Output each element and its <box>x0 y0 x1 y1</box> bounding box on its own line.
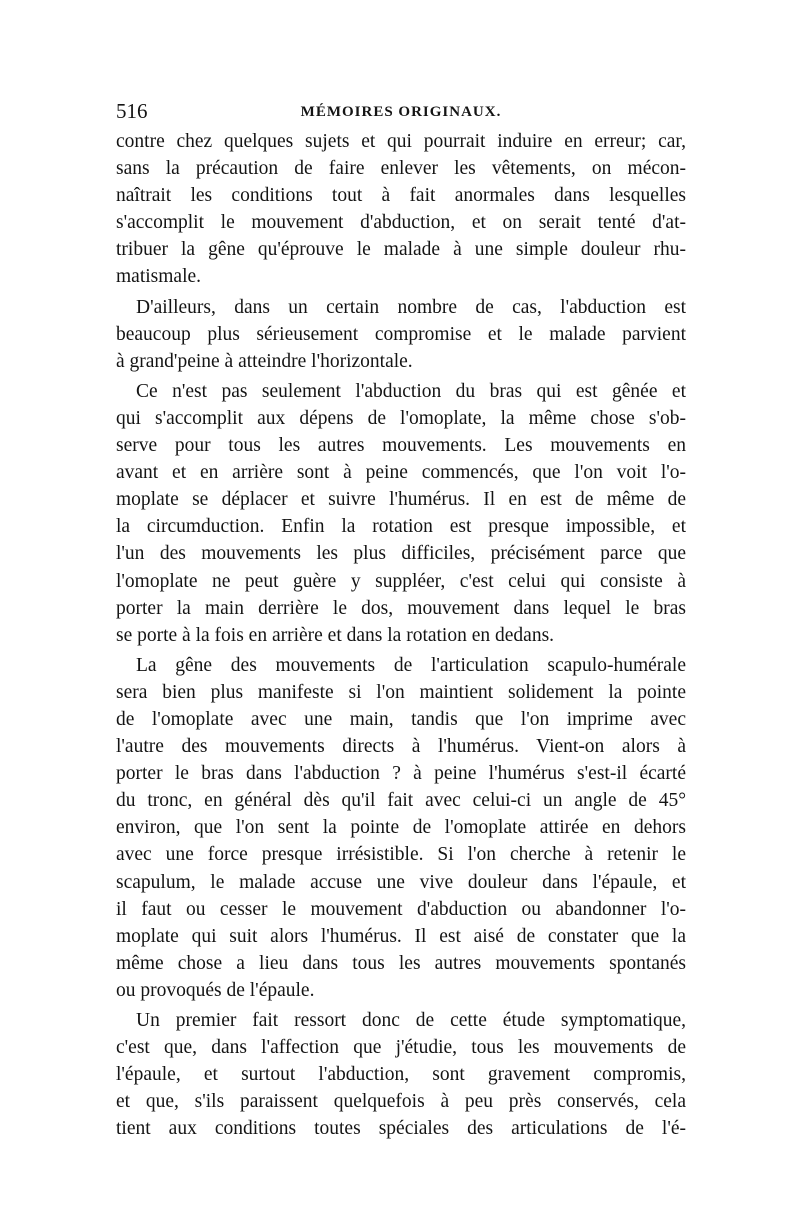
book-page <box>116 96 686 1142</box>
text-line: à grand'peine à atteindre l'horizontale. <box>116 350 413 372</box>
text-line: l'un des mouvements les plus difficiles, précisément parce que <box>116 543 686 565</box>
text-line: ou provoqués de l'épaule. <box>116 979 315 1001</box>
text-line: il faut ou cesser le mouvement d'abduction ou abandonner l'o- <box>116 898 686 920</box>
text-line: l'autre des mouvements directs à l'humérus. Vient-on alors à <box>116 736 686 758</box>
paragraph-1 <box>116 128 686 291</box>
text-line: environ, que l'on sent la pointe de l'omoplate attirée en dehors <box>116 817 686 839</box>
text-line: avec une force presque irrésistible. Si l'on cherche à retenir le <box>116 844 686 866</box>
paragraph-2 <box>116 294 686 375</box>
text-line: porter le bras dans l'abduction ? à peine l'humérus s'est-il écarté <box>116 763 686 785</box>
text-line: et que, s'ils paraissent quelquefois à peu près conservés, cela <box>116 1091 686 1113</box>
body-text <box>116 128 686 1142</box>
paragraph-4 <box>116 652 686 1004</box>
running-title: MÉMOIRES ORIGINAUX. <box>300 104 502 120</box>
page-number: 516 <box>116 99 148 123</box>
text-line: Un premier fait ressort donc de cette étude symptomatique, <box>136 1010 686 1031</box>
text-line: qui s'accomplit aux dépens de l'omoplate, la même chose s'ob- <box>116 407 686 429</box>
text-line: moplate se déplacer et suivre l'humérus. Il en est de même de <box>116 489 686 511</box>
text-line: la circumduction. Enfin la rotation est presque impossible, et <box>116 516 686 538</box>
text-line: scapulum, le malade accuse une vive douleur dans l'épaule, et <box>116 871 686 893</box>
text-line: sera bien plus manifeste si l'on maintient solidement la pointe <box>116 681 686 703</box>
text-line: moplate qui suit alors l'humérus. Il est aisé de constater que la <box>116 925 686 947</box>
text-line: c'est que, dans l'affection que j'étudie, tous les mouvements de <box>116 1037 686 1059</box>
text-line: sans la précaution de faire enlever les vêtements, on mécon- <box>116 158 686 180</box>
text-line: contre chez quelques sujets et qui pourrait induire en erreur; car, <box>116 131 686 152</box>
text-line: avant et en arrière sont à peine commencés, que l'on voit l'o- <box>116 462 686 484</box>
text-line: l'épaule, et surtout l'abduction, sont gravement compromis, <box>116 1064 686 1086</box>
text-line: tient aux conditions toutes spéciales des articulations de l'é- <box>116 1118 686 1140</box>
paragraph-5 <box>116 1007 686 1142</box>
page-header <box>116 96 686 126</box>
text-line: serve pour tous les autres mouvements. Les mouvements en <box>116 435 686 457</box>
text-line: beaucoup plus sérieusement compromise et le malade parvient <box>116 323 686 345</box>
text-line: matismale. <box>116 266 202 288</box>
text-line: l'omoplate ne peut guère y suppléer, c'est celui qui consiste à <box>116 570 686 592</box>
text-line: naîtrait les conditions tout à fait anormales dans lesquelles <box>116 185 686 207</box>
text-line: s'accomplit le mouvement d'abduction, et on serait tenté d'at- <box>116 212 686 234</box>
paragraph-3 <box>116 378 686 649</box>
text-line: de l'omoplate avec une main, tandis que l'on imprime avec <box>116 708 686 730</box>
text-line: tribuer la gêne qu'éprouve le malade à une simple douleur rhu- <box>116 239 686 261</box>
text-line: se porte à la fois en arrière et dans la rotation en dedans. <box>116 624 555 646</box>
text-line: Ce n'est pas seulement l'abduction du bras qui est gênée et <box>136 380 686 402</box>
text-line: La gêne des mouvements de l'articulation scapulo-humérale <box>136 654 686 676</box>
text-line: du tronc, en général dès qu'il fait avec celui-ci un angle de 45° <box>116 790 686 812</box>
text-line: même chose a lieu dans tous les autres mouvements spontanés <box>116 952 686 974</box>
text-line: D'ailleurs, dans un certain nombre de cas, l'abduction est <box>136 296 686 318</box>
text-line: porter la main derrière le dos, mouvement dans lequel le bras <box>116 597 686 619</box>
